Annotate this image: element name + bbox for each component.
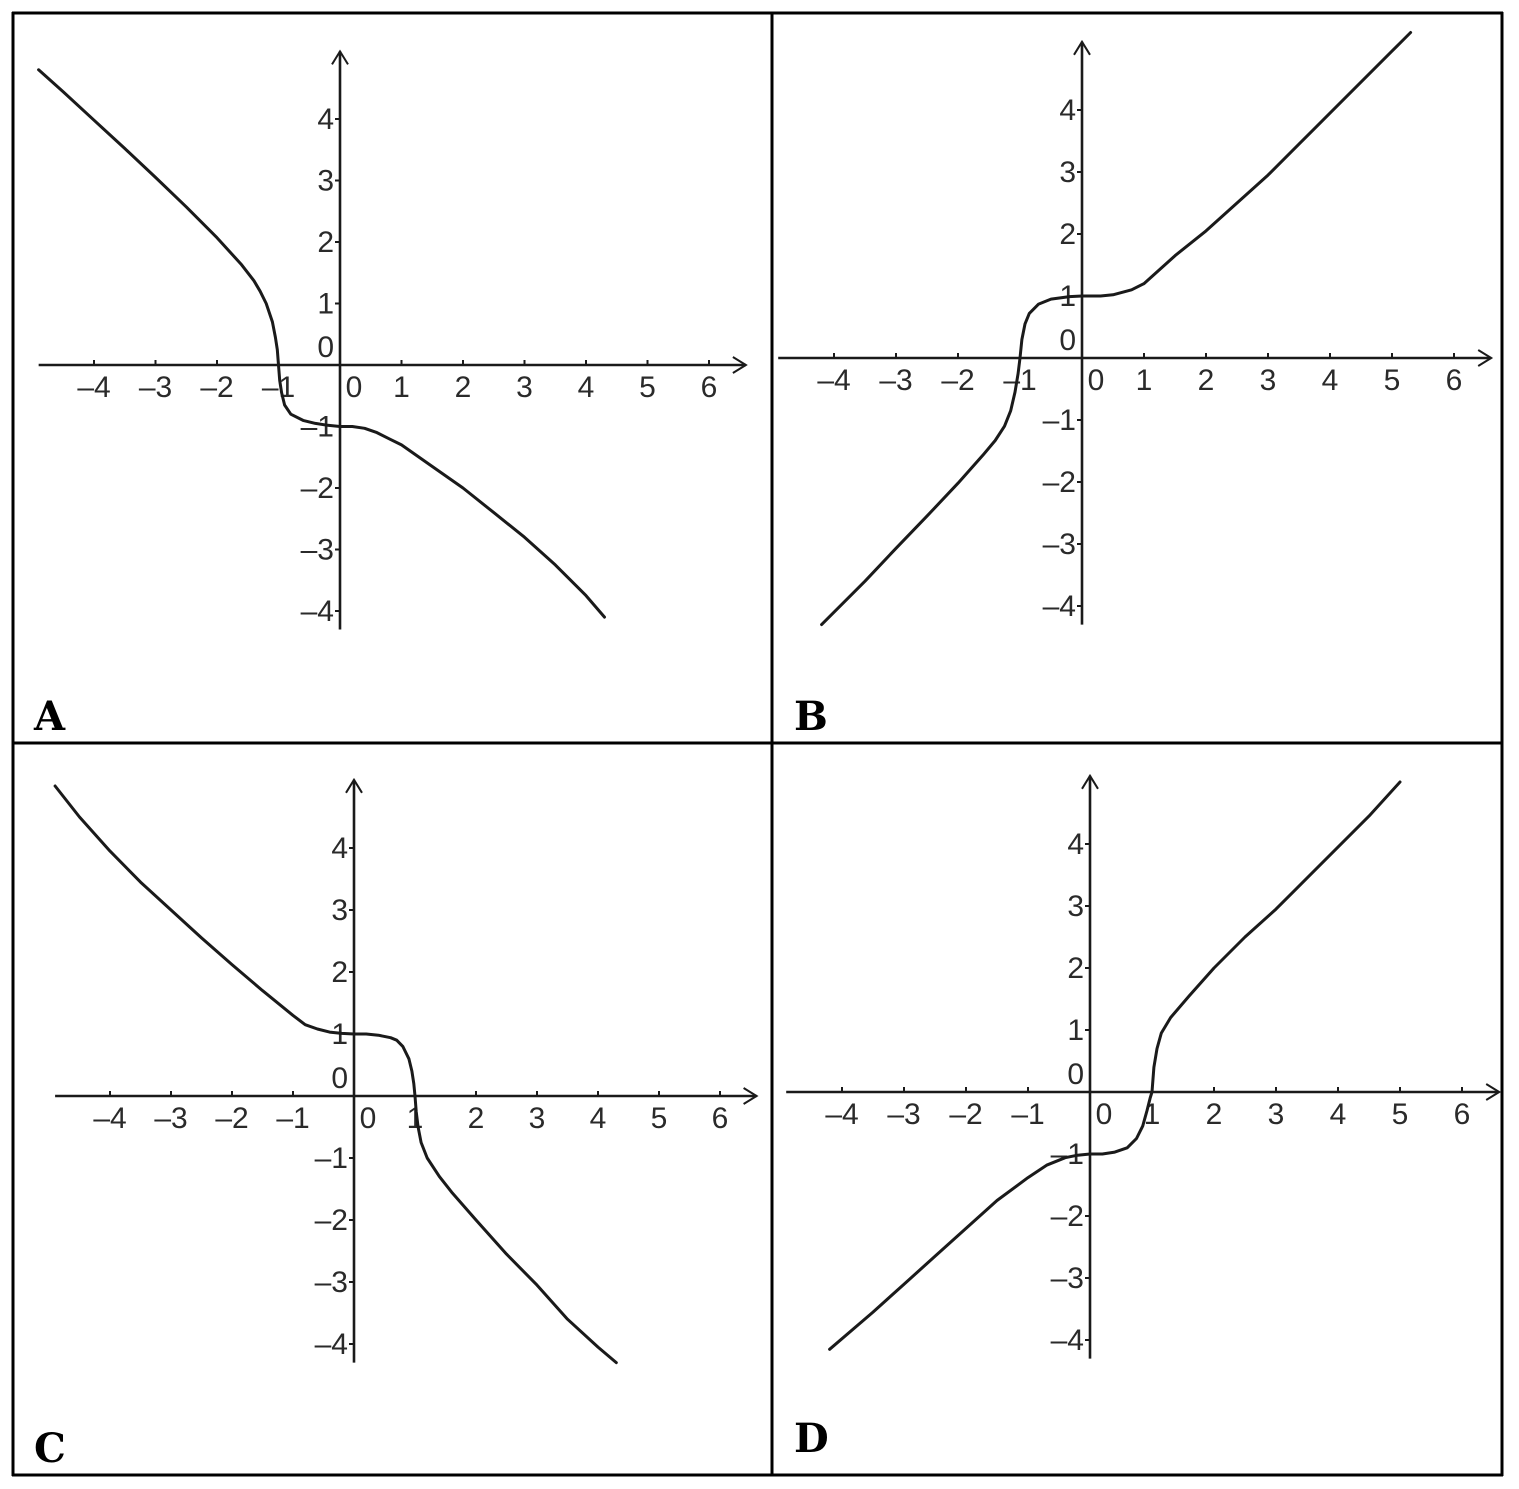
chart-panel-c: [34, 780, 757, 1472]
y-tick-label: 1: [317, 287, 334, 321]
chart-panel-a: [33, 51, 746, 740]
y-tick-label: –1: [1050, 1138, 1084, 1171]
x-tick-label: –3: [138, 371, 173, 404]
x-tick-label: –1: [1011, 1098, 1045, 1131]
y-tick-label: 0: [317, 331, 334, 364]
x-tick-label: 4: [1321, 364, 1339, 397]
y-tick-label: 4: [1059, 94, 1076, 127]
y-tick-label: –2: [314, 1204, 348, 1237]
panel-label: B: [794, 693, 828, 740]
panel-label: C: [34, 1425, 66, 1472]
x-tick-label: –2: [941, 364, 975, 397]
y-tick-label: –2: [1042, 466, 1076, 499]
x-tick-label: 3: [1259, 364, 1277, 397]
x-tick-label: –3: [154, 1102, 188, 1135]
y-tick-label: 2: [317, 226, 334, 259]
y-tick-label: 3: [317, 164, 334, 198]
y-tick-label: –1: [314, 1142, 348, 1175]
chart-panel-b: [778, 33, 1491, 741]
y-tick-label: –4: [300, 595, 334, 628]
y-tick-label: –3: [1050, 1262, 1084, 1295]
x-tick-label: 6: [711, 1102, 729, 1135]
y-tick-label: 2: [1067, 952, 1084, 985]
x-tick-label: 2: [467, 1102, 485, 1135]
chart-panel-d: [786, 776, 1499, 1462]
x-tick-label: –3: [887, 1098, 921, 1131]
y-tick-label: –4: [314, 1328, 348, 1361]
x-tick-label: 3: [528, 1102, 546, 1135]
x-tick-label: 4: [1329, 1098, 1347, 1131]
y-tick-label: –4: [1050, 1324, 1084, 1357]
x-tick-label: 5: [650, 1102, 668, 1135]
x-tick-label: –3: [879, 364, 913, 397]
x-tick-label: 0: [345, 371, 363, 404]
curve-line: [822, 33, 1411, 625]
x-tick-label: –4: [817, 364, 851, 397]
figure-grid-border: [12, 12, 1503, 1476]
y-tick-label: 0: [1067, 1058, 1084, 1091]
curve-line: [830, 782, 1400, 1349]
x-tick-label: 3: [1267, 1098, 1285, 1131]
y-tick-label: –3: [314, 1266, 348, 1299]
y-tick-label: –3: [300, 533, 334, 567]
x-tick-label: 5: [639, 371, 656, 404]
y-tick-label: 3: [1059, 156, 1076, 189]
y-tick-label: 4: [331, 832, 348, 865]
x-tick-label: –2: [200, 371, 234, 404]
y-tick-label: 3: [1067, 890, 1084, 923]
y-tick-label: –2: [300, 472, 334, 505]
x-tick-label: –4: [77, 371, 111, 404]
x-tick-label: –4: [93, 1102, 127, 1135]
x-tick-label: 0: [1087, 364, 1105, 397]
x-tick-label: 1: [406, 1102, 424, 1135]
y-tick-label: 2: [1059, 218, 1076, 251]
x-tick-label: 4: [577, 371, 595, 404]
y-tick-label: –1: [300, 410, 334, 444]
x-tick-label: 1: [393, 371, 410, 404]
y-tick-label: 1: [1059, 280, 1076, 313]
x-tick-label: 6: [700, 371, 718, 404]
y-tick-label: 0: [1059, 324, 1076, 357]
y-tick-label: 1: [331, 1018, 348, 1051]
x-tick-label: –1: [261, 371, 296, 404]
y-tick-label: 2: [331, 956, 348, 989]
x-tick-label: 6: [1453, 1098, 1471, 1131]
x-tick-label: 1: [1135, 364, 1153, 397]
x-tick-label: –1: [276, 1102, 310, 1135]
x-tick-label: 4: [589, 1102, 607, 1135]
x-tick-label: 2: [1197, 364, 1215, 397]
panel-label: A: [34, 693, 66, 740]
x-tick-label: 2: [454, 371, 472, 404]
y-tick-label: 1: [1067, 1014, 1084, 1047]
x-tick-label: 6: [1445, 364, 1463, 397]
x-tick-label: 0: [1095, 1098, 1113, 1131]
x-tick-label: –1: [1003, 364, 1037, 397]
x-tick-label: 1: [1143, 1098, 1161, 1131]
y-tick-label: 4: [317, 103, 334, 136]
y-tick-label: 3: [331, 894, 348, 927]
x-tick-label: –4: [825, 1098, 859, 1131]
y-tick-label: –2: [1050, 1200, 1084, 1233]
x-tick-label: 3: [516, 371, 533, 404]
x-tick-label: 2: [1205, 1098, 1223, 1131]
panel-label: D: [794, 1415, 829, 1462]
y-tick-label: 4: [1067, 828, 1084, 861]
x-tick-label: 5: [1383, 364, 1401, 397]
x-tick-label: 5: [1391, 1098, 1409, 1131]
x-tick-label: –2: [949, 1098, 983, 1131]
x-tick-label: –2: [215, 1102, 249, 1135]
x-tick-label: 0: [359, 1102, 377, 1135]
y-tick-label: 0: [331, 1062, 348, 1095]
y-tick-label: –1: [1042, 404, 1076, 437]
y-tick-label: –3: [1042, 528, 1076, 561]
y-tick-label: –4: [1042, 590, 1076, 623]
